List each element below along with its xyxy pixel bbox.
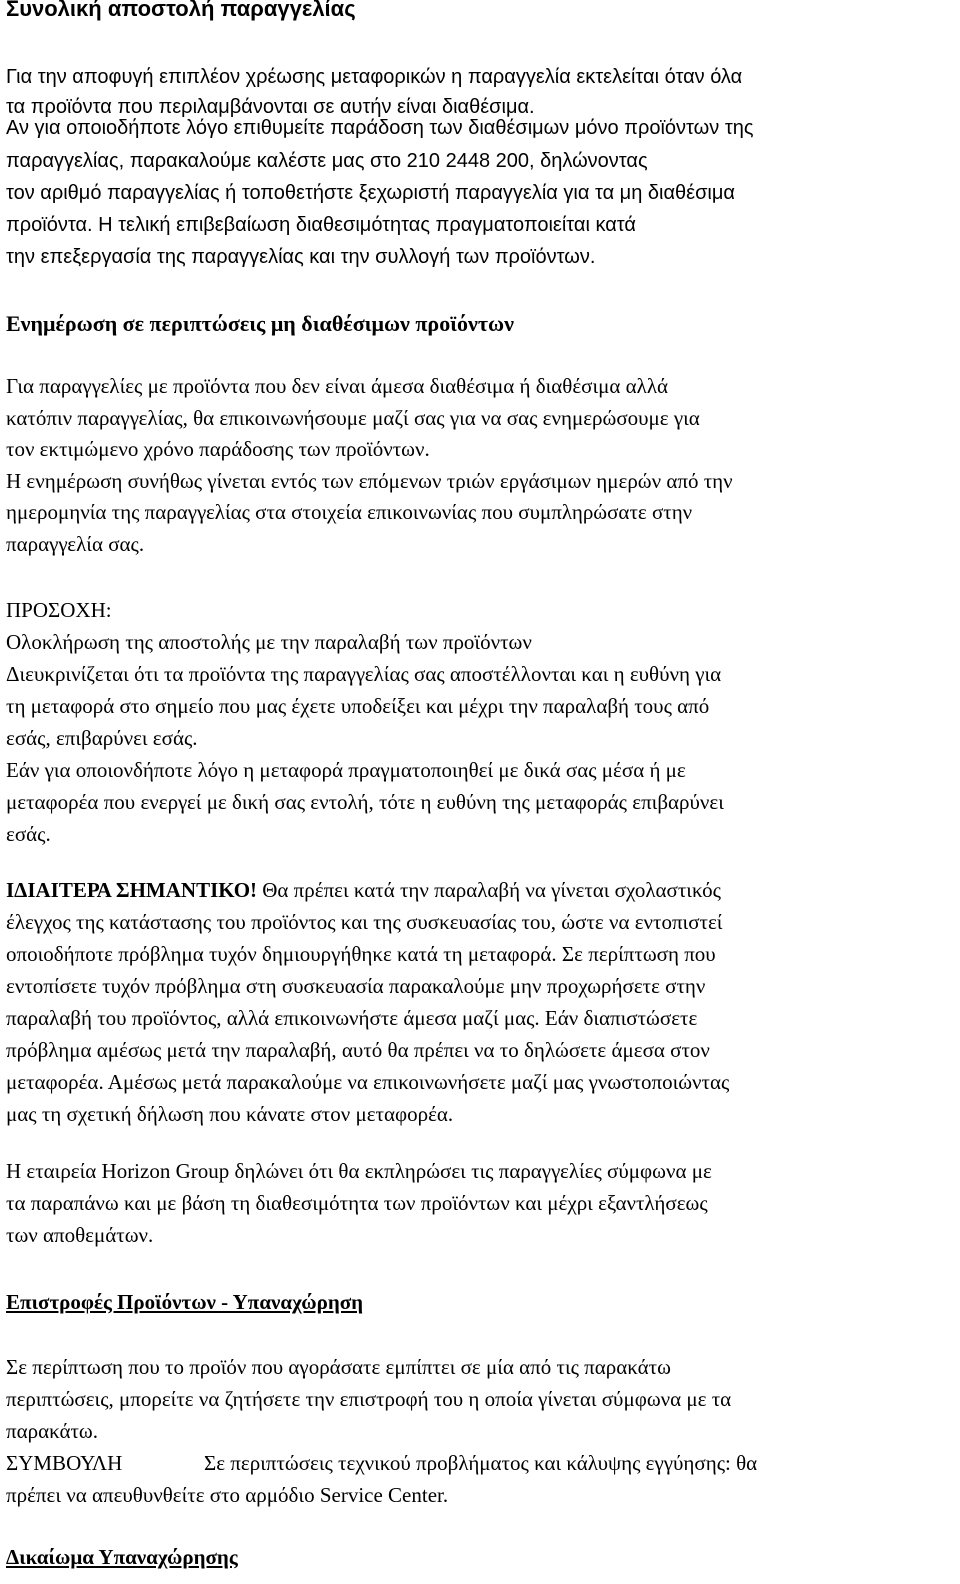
important-label: ΙΔΙΑΙΤΕΡΑ ΣΗΜΑΝΤΙΚΟ! (6, 878, 258, 902)
paragraph-line: Εάν για οποιονδήποτε λόγο η μεταφορά πραγματοποιηθεί με δικά σας μέσα ή με (6, 758, 686, 782)
attention-subtitle: Ολοκλήρωση της αποστολής με την παραλαβή των προϊόντων (6, 630, 532, 654)
paragraph-line: των αποθεμάτων. (6, 1223, 154, 1247)
paragraph-line: προϊόντα. Η τελική επιβεβαίωση διαθεσιμότητας πραγματοποιείται κατά (6, 214, 636, 236)
paragraph-line: τη μεταφορά στο σημείο που μας έχετε υποδείξει και μέχρι την παραλαβή τους από (6, 694, 710, 718)
paragraph-line: Η εταιρεία Horizon Group δηλώνει ότι θα εκπληρώσει τις παραγγελίες σύμφωνα με (6, 1159, 712, 1183)
paragraph-line: Για παραγγελίες με προϊόντα που δεν είναι άμεσα διαθέσιμα ή διαθέσιμα αλλά (6, 374, 669, 398)
section-title-withdrawal: Δικαίωμα Υπαναχώρησης (6, 1545, 238, 1569)
paragraph-line: πρέπει να απευθυνθείτε στο αρμόδιο Service Center. (6, 1483, 449, 1507)
paragraph-line: Διευκρινίζεται ότι τα προϊόντα της παραγγελίας σας αποστέλλονται και η ευθύνη για (6, 662, 722, 686)
paragraph-line: εντοπίσετε τυχόν πρόβλημα στη συσκευασία παρακαλούμε μην προχωρήσετε στην (6, 974, 706, 998)
paragraph-line: κατόπιν παραγγελίας, θα επικοινωνήσουμε μαζί σας για να σας ενημερώσουμε για (6, 405, 700, 430)
paragraph-line: παραγγελία σας. (6, 531, 145, 556)
paragraph-line: μεταφορέα. Αμέσως μετά παρακαλούμε να επικοινωνήσετε μαζί μας γνωστοποιώντας (6, 1070, 730, 1094)
paragraph-line: Σε περίπτωση που το προϊόν που αγοράσατε εμπίπτει σε μία από τις παρακάτω (6, 1355, 671, 1379)
paragraph-line: μεταφορέα που ενεργεί με δική σας εντολή, τότε η ευθύνη της μεταφοράς επιβαρύνει (6, 790, 724, 814)
section-title-unavailable: Ενημέρωση σε περιπτώσεις μη διαθέσιμων προϊόντων (6, 311, 514, 336)
paragraph-line: έλεγχος της κατάστασης του προϊόντος και της συσκευασίας του, ώστε να εντοπιστεί (6, 910, 723, 934)
important-first-line-text: Θα πρέπει κατά την παραλαβή να γίνεται σχολαστικός (257, 878, 721, 902)
paragraph-line: τα παραπάνω και με βάση τη διαθεσιμότητα των προϊόντων και μέχρι εξαντλήσεως (6, 1191, 708, 1215)
paragraph-line: εσάς, επιβαρύνει εσάς. (6, 726, 198, 750)
paragraph-line: οποιοδήποτε πρόβλημα τυχόν δημιουργήθηκε κατά τη μεταφορά. Σε περίπτωση που (6, 942, 716, 966)
paragraph-line: ημερομηνία της παραγγελίας στα στοιχεία επικοινωνίας που συμπληρώσατε στην (6, 500, 693, 525)
paragraph-line: τα προϊόντα που περιλαμβάνονται σε αυτήν είναι διαθέσιμα. (6, 96, 535, 118)
paragraph-line: Αν για οποιοδήποτε λόγο επιθυμείτε παράδοση των διαθέσιμων μόνο προϊόντων της (6, 117, 754, 139)
paragraph-line: παρακάτω. (6, 1419, 98, 1443)
paragraph-line: μας τη σχετική δήλωση που κάνατε στον μεταφορέα. (6, 1102, 454, 1126)
paragraph-line: πρόβλημα αμέσως μετά την παραλαβή, αυτό θα πρέπει να το δηλώσετε άμεσα στον (6, 1038, 710, 1062)
tip-text: Σε περιπτώσεις τεχνικού προβλήματος και κάλυψης εγγύησης: θα (204, 1451, 758, 1475)
paragraph-line: περιπτώσεις, μπορείτε να ζητήσετε την επιστροφή του η οποία γίνεται σύμφωνα με τα (6, 1387, 732, 1411)
section-title-order-shipping: Συνολική αποστολή παραγγελίας (6, 0, 356, 21)
paragraph-line: εσάς. (6, 822, 51, 846)
paragraph-line: τον αριθμό παραγγελίας ή τοποθετήστε ξεχωριστή παραγγελία για τα μη διαθέσιμα (6, 182, 735, 204)
paragraph-line: τον εκτιμώμενο χρόνο παράδοσης των προϊόντων. (6, 437, 430, 462)
paragraph-line: την επεξεργασία της παραγγελίας και την συλλογή των προϊόντων. (6, 246, 596, 268)
important-first-line (6, 874, 729, 906)
attention-heading: ΠΡΟΣΟΧΗ: (6, 598, 112, 622)
paragraph-line: παραγγελίας, παρακαλούμε καλέστε μας στο 210 2448 200, δηλώνοντας (6, 150, 648, 172)
tip-label: ΣΥΜΒΟΥΛΗ (6, 1451, 123, 1475)
paragraph-line: Η ενημέρωση συνήθως γίνεται εντός των επόμενων τριών εργάσιμων ημερών από την (6, 468, 733, 493)
section-title-returns: Επιστροφές Προϊόντων - Υπαναχώρηση (6, 1290, 364, 1314)
paragraph-line: Για την αποφυγή επιπλέον χρέωσης μεταφορικών η παραγγελία εκτελείται όταν όλα (6, 66, 743, 88)
paragraph-line: παραλαβή του προϊόντος, αλλά επικοινωνήστε άμεσα μαζί μας. Εάν διαπιστώσετε (6, 1006, 698, 1030)
tip-line (6, 1447, 757, 1479)
